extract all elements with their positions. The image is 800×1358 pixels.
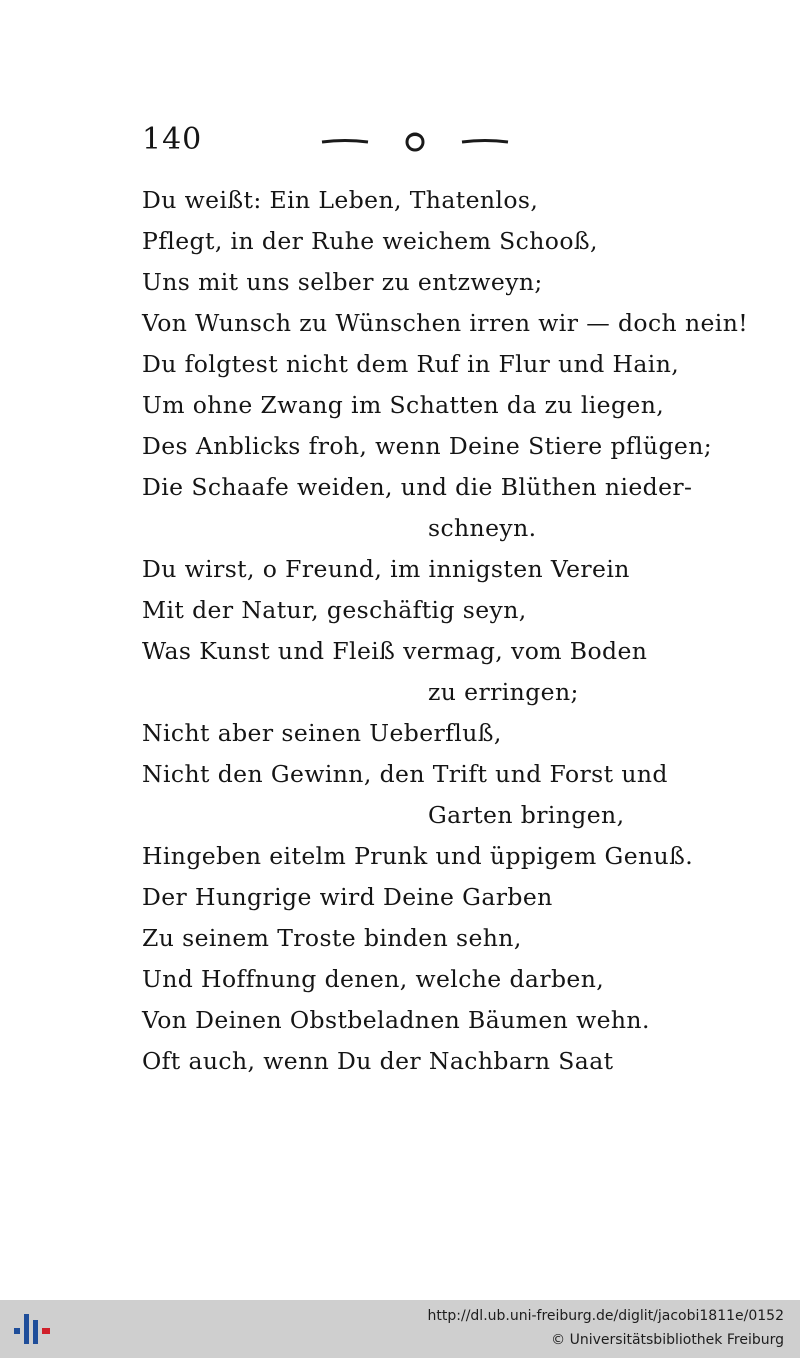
poem-line-continuation: schneyn. (428, 514, 537, 542)
poem-line-continuation: zu erringen; (428, 678, 579, 706)
poem-line: Was Kunst und Fleiß vermag, vom Boden (142, 637, 648, 665)
copyright-notice: © Universitätsbibliothek Freiburg (551, 1332, 784, 1348)
poem-line: Du wirst, o Freund, im innigsten Verein (142, 555, 630, 583)
poem-line: Und Hoffnung denen, welche darben, (142, 965, 605, 993)
poem-line: Du folgtest nicht dem Ruf in Flur und Hain, (142, 350, 680, 378)
poem-line: Nicht aber seinen Ueberfluß, (142, 719, 502, 747)
page-header (142, 122, 512, 162)
poem-line: Oft auch, wenn Du der Nachbarn Saat (142, 1047, 614, 1075)
poem-line: Hingeben eitelm Prunk und üppigem Genuß. (142, 842, 694, 870)
footer-bar (0, 1300, 800, 1358)
poem-line: Du weißt: Ein Leben, Thatenlos, (142, 186, 539, 214)
ub-freiburg-logo-icon (10, 1310, 54, 1348)
ornament-divider-icon (320, 128, 510, 156)
poem-line: Von Wunsch zu Wünschen irren wir — doch nein! (142, 309, 749, 337)
poem-line: Von Deinen Obstbeladnen Bäumen wehn. (142, 1006, 650, 1034)
page-number: 140 (142, 122, 203, 157)
poem-line: Nicht den Gewinn, den Trift und Forst und (142, 760, 668, 788)
poem-line-continuation: Garten bringen, (428, 801, 625, 829)
poem-line: Uns mit uns selber zu entzweyn; (142, 268, 543, 296)
poem-line: Des Anblicks froh, wenn Deine Stiere pflügen; (142, 432, 713, 460)
poem-line: Der Hungrige wird Deine Garben (142, 883, 553, 911)
poem-text (142, 180, 749, 1082)
source-url[interactable]: http://dl.ub.uni-freiburg.de/diglit/jacobi1811e/0152 (427, 1308, 784, 1324)
poem-line: Zu seinem Troste binden sehn, (142, 924, 522, 952)
poem-line: Um ohne Zwang im Schatten da zu liegen, (142, 391, 665, 419)
poem-line: Mit der Natur, geschäftig seyn, (142, 596, 527, 624)
poem-line: Die Schaafe weiden, und die Blüthen nieder- (142, 473, 693, 501)
poem-line: Pflegt, in der Ruhe weichem Schooß, (142, 227, 598, 255)
